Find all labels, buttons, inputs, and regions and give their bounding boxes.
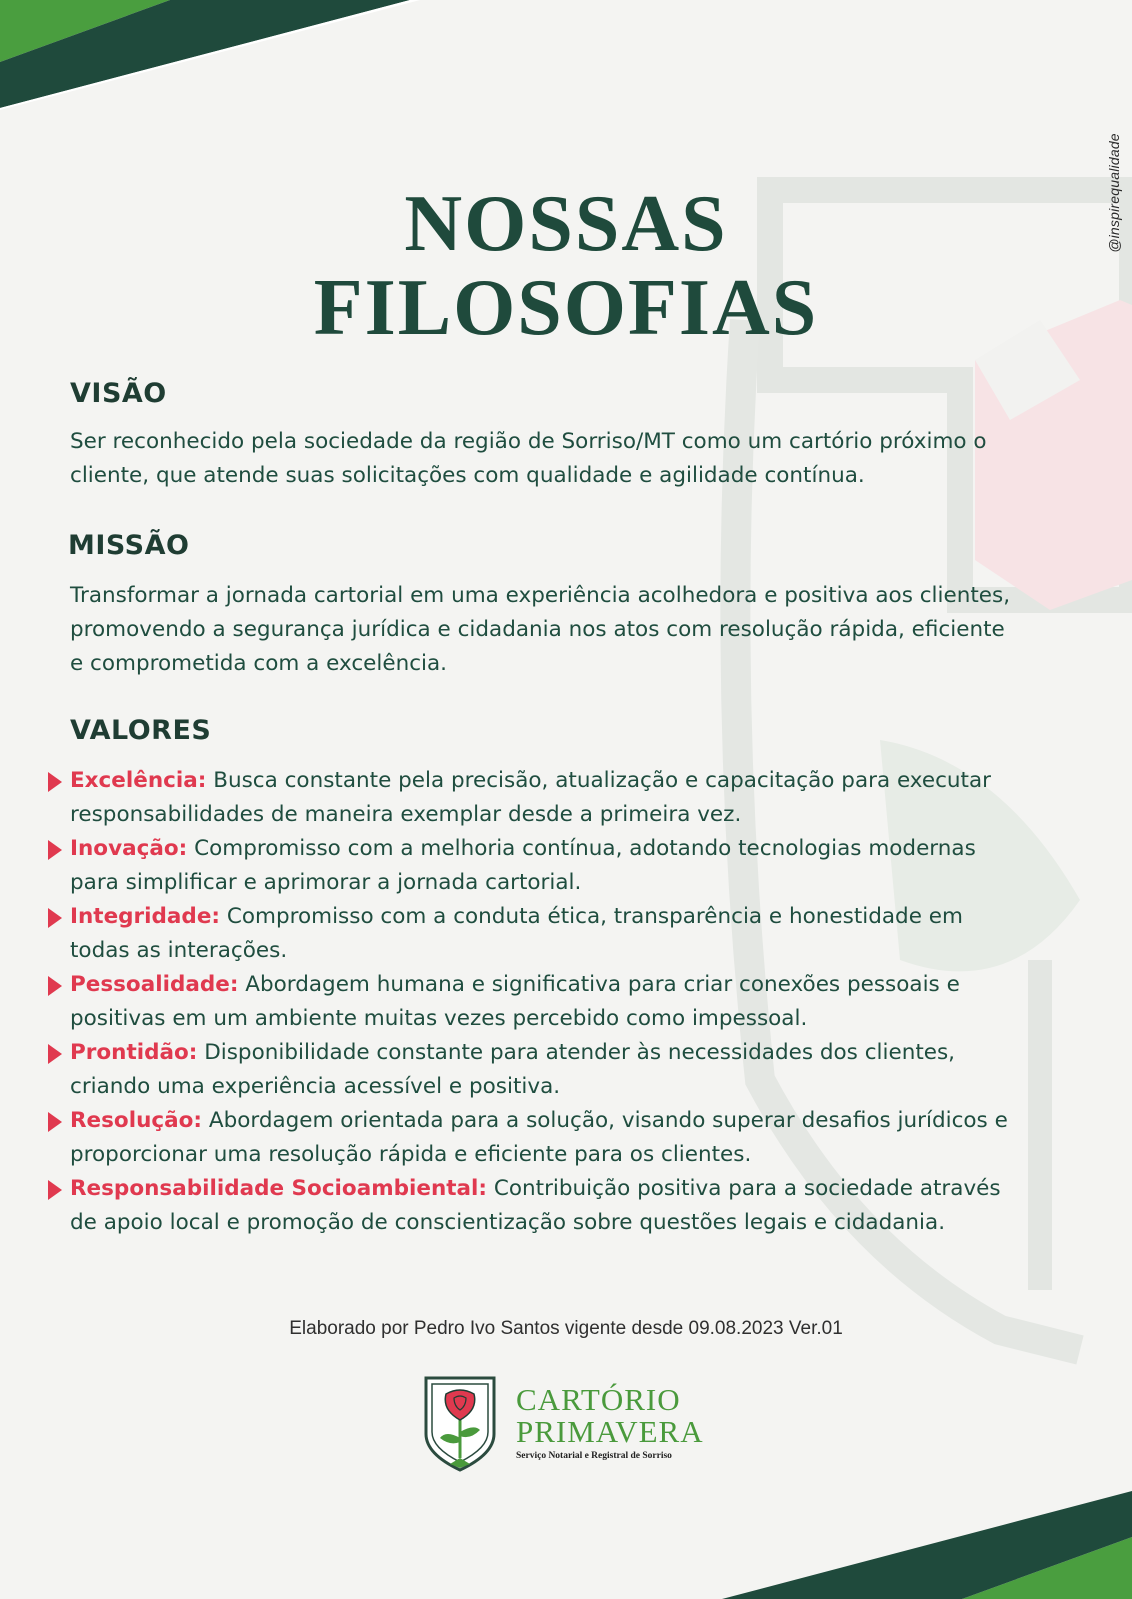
valores-list [48,764,1088,1240]
valor-text: Compromisso com a melhoria contínua, adotando tecnologias modernas [194,836,976,861]
valor-name: Prontidão: [70,1040,198,1065]
valor-text-cont: de apoio local e promoção de conscientização sobre questões legais e cidadania. [70,1210,946,1235]
valor-text-cont: criando uma experiência acessível e positiva. [70,1074,561,1099]
logo-subtitle: Serviço Notarial e Registral de Sorriso [516,1451,672,1461]
rose-shield-icon [420,1372,500,1472]
missao-line: Transformar a jornada cartorial em uma experiência acolhedora e positiva aos clientes, [70,583,1011,608]
title-line-2: FILOSOFIAS [313,264,819,352]
missao-line: e comprometida com a excelência. [70,651,448,676]
visao-heading: VISÃO [70,378,167,409]
valores-heading: VALORES [70,715,212,746]
bullet-arrow-icon [48,772,62,792]
social-handle: @inspirequalidade [1106,133,1123,253]
valor-name: Inovação: [70,836,188,861]
logo-name-line-1: CARTÓRIO [516,1382,681,1417]
footer-credit: Elaborado por Pedro Ivo Santos vigente desde 09.08.2023 Ver.01 [289,1318,843,1339]
valor-item [48,1104,1088,1172]
valor-text-cont: proporcionar uma resolução rápida e eficiente para os clientes. [70,1142,752,1167]
valor-item [48,1172,1088,1240]
valor-text: Busca constante pela precisão, atualização e capacitação para executar [213,768,991,793]
valor-text-cont: para simplificar e aprimorar a jornada cartorial. [70,870,582,895]
missao-line: promovendo a segurança jurídica e cidadania nos atos com resolução rápida, eficiente [70,617,1005,642]
visao-text [70,425,1070,493]
page-title [0,182,1132,350]
valor-text: Disponibilidade constante para atender às necessidades dos clientes, [204,1040,956,1065]
title-line-1: NOSSAS [404,180,728,268]
valor-text-cont: positivas em um ambiente muitas vezes percebido como impessoal. [70,1006,808,1031]
valor-name: Excelência: [70,768,207,793]
bullet-arrow-icon [48,1112,62,1132]
valor-item [48,832,1088,900]
bullet-arrow-icon [48,976,62,996]
valor-text: Compromisso com a conduta ética, transparência e honestidade em [226,904,963,929]
cartorio-primavera-logo [420,1372,730,1482]
valor-text: Abordagem orientada para a solução, visando superar desafios jurídicos e [208,1108,1008,1133]
valor-item [48,900,1088,968]
valor-text: Abordagem humana e significativa para criar conexões pessoais e [245,972,960,997]
visao-line: Ser reconhecido pela sociedade da região de Sorriso/MT como um cartório próximo o [70,429,987,454]
bullet-arrow-icon [48,908,62,928]
valor-item [48,1036,1088,1104]
valor-text: Contribuição positiva para a sociedade através [493,1176,1001,1201]
bullet-arrow-icon [48,1044,62,1064]
valor-name: Integridade: [70,904,220,929]
valor-name: Pessoalidade: [70,972,239,997]
bullet-arrow-icon [48,840,62,860]
valor-name: Responsabilidade Socioambiental: [70,1176,488,1201]
visao-line: cliente, que atende suas solicitações com qualidade e agilidade contínua. [70,463,865,488]
valor-name: Resolução: [70,1108,203,1133]
valor-text-cont: todas as interações. [70,938,288,963]
missao-heading: MISSÃO [68,530,190,561]
bullet-arrow-icon [48,1180,62,1200]
valor-text-cont: responsabilidades de maneira exemplar desde a primeira vez. [70,802,742,827]
logo-name-line-2: PRIMAVERA [516,1414,704,1449]
valor-item [48,968,1088,1036]
missao-text [70,579,1070,681]
valor-item [48,764,1088,832]
